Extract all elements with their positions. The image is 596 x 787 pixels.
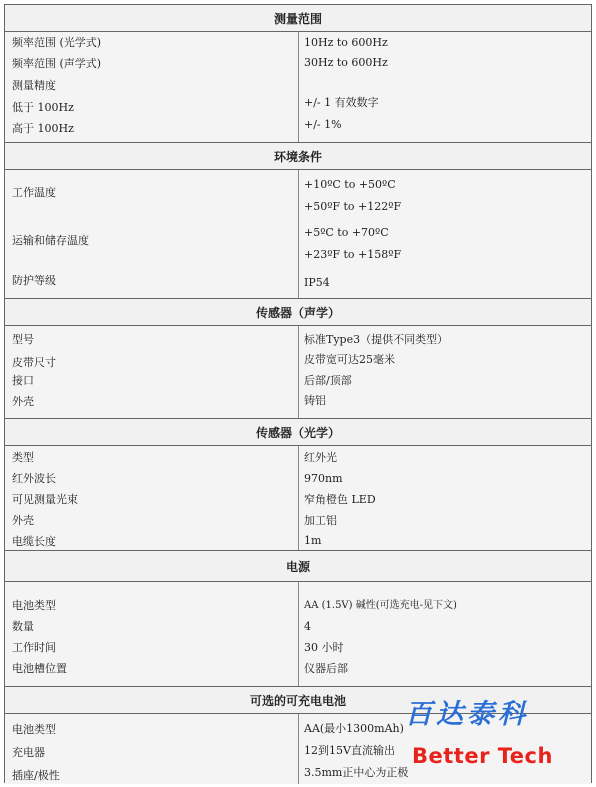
spec-value: 10Hz to 600Hz <box>304 36 388 49</box>
spec-label: 电池类型 <box>12 599 56 612</box>
section-environment <box>4 142 592 299</box>
spec-label: 运输和储存温度 <box>12 234 89 247</box>
spec-label: 可见测量光束 <box>12 493 78 506</box>
watermark-chinese-text: 百达泰科 <box>405 699 529 730</box>
spec-label: 皮带尺寸 <box>12 356 56 369</box>
spec-value: 红外光 <box>304 451 337 464</box>
watermark-english-text: Better Tech <box>412 744 553 768</box>
spec-value: +/- 1 有效数字 <box>304 96 379 109</box>
spec-label: 高于 100Hz <box>12 122 74 135</box>
spec-value: +/- 1% <box>304 118 342 131</box>
section-title: 可选的可充电电池 <box>5 687 591 714</box>
column-divider <box>298 32 299 144</box>
spec-value: 12到15V直流输出 <box>304 744 395 757</box>
spec-sheet <box>4 4 592 783</box>
spec-label: 工作温度 <box>12 186 56 199</box>
spec-value: 标准Type3（提供不同类型） <box>304 333 449 346</box>
column-divider <box>298 326 299 420</box>
spec-value: 970nm <box>304 472 343 485</box>
spec-value: IP54 <box>304 276 330 289</box>
spec-label: 型号 <box>12 333 34 346</box>
spec-value: 皮带宽可达25毫米 <box>304 353 395 366</box>
spec-value: 仪器后部 <box>304 662 348 675</box>
spec-value: 加工铝 <box>304 514 337 527</box>
section-sensor-acoustic <box>4 298 592 419</box>
section-power <box>4 550 592 687</box>
section-sensor-optical <box>4 418 592 551</box>
spec-label: 电池类型 <box>12 723 56 736</box>
section-title: 电源 <box>5 551 591 582</box>
spec-label: 工作时间 <box>12 641 56 654</box>
spec-label: 外壳 <box>12 514 34 527</box>
spec-value: +5ºC to +70ºC <box>304 226 389 239</box>
spec-value: 30Hz to 600Hz <box>304 56 388 69</box>
section-title: 传感器（光学） <box>5 419 591 446</box>
spec-label: 数量 <box>12 620 34 633</box>
spec-value: +50ºF to +122ºF <box>304 200 402 213</box>
column-divider <box>298 582 299 688</box>
section-title: 环境条件 <box>5 143 591 170</box>
column-divider <box>298 446 299 552</box>
spec-label: 充电器 <box>12 746 45 759</box>
spec-value: 3.5mm正中心为正极 <box>304 766 409 779</box>
section-title: 传感器（声学） <box>5 299 591 326</box>
section-measurement-range <box>4 4 592 143</box>
spec-label: 类型 <box>12 451 34 464</box>
spec-value: AA(最小1300mAh) <box>304 722 404 735</box>
spec-value: 窄角橙色 LED <box>304 493 376 506</box>
spec-value: 30 小时 <box>304 641 344 654</box>
spec-label: 频率范围 (光学式) <box>12 36 102 49</box>
watermark-logo <box>405 692 585 782</box>
column-divider <box>298 170 299 300</box>
spec-label: 测量精度 <box>12 79 56 92</box>
section-title: 测量范围 <box>5 5 591 32</box>
spec-label: 插座/极性 <box>12 769 60 782</box>
spec-value: 铸铝 <box>304 394 326 407</box>
spec-label: 低于 100Hz <box>12 101 74 114</box>
column-divider <box>298 714 299 784</box>
spec-label: 接口 <box>12 374 34 387</box>
spec-label: 频率范围 (声学式) <box>12 57 102 70</box>
spec-label: 红外波长 <box>12 472 56 485</box>
spec-value: +23ºF to +158ºF <box>304 248 402 261</box>
spec-label: 电缆长度 <box>12 535 56 548</box>
spec-value: 后部/顶部 <box>304 374 352 387</box>
spec-label: 防护等级 <box>12 274 56 287</box>
spec-value: 4 <box>304 620 311 633</box>
spec-label: 电池槽位置 <box>12 662 67 675</box>
spec-value: +10ºC to +50ºC <box>304 178 396 191</box>
spec-value: AA (1.5V) 碱性(可选充电-见下文) <box>304 600 457 611</box>
spec-value: 1m <box>304 534 322 547</box>
spec-label: 外壳 <box>12 395 34 408</box>
